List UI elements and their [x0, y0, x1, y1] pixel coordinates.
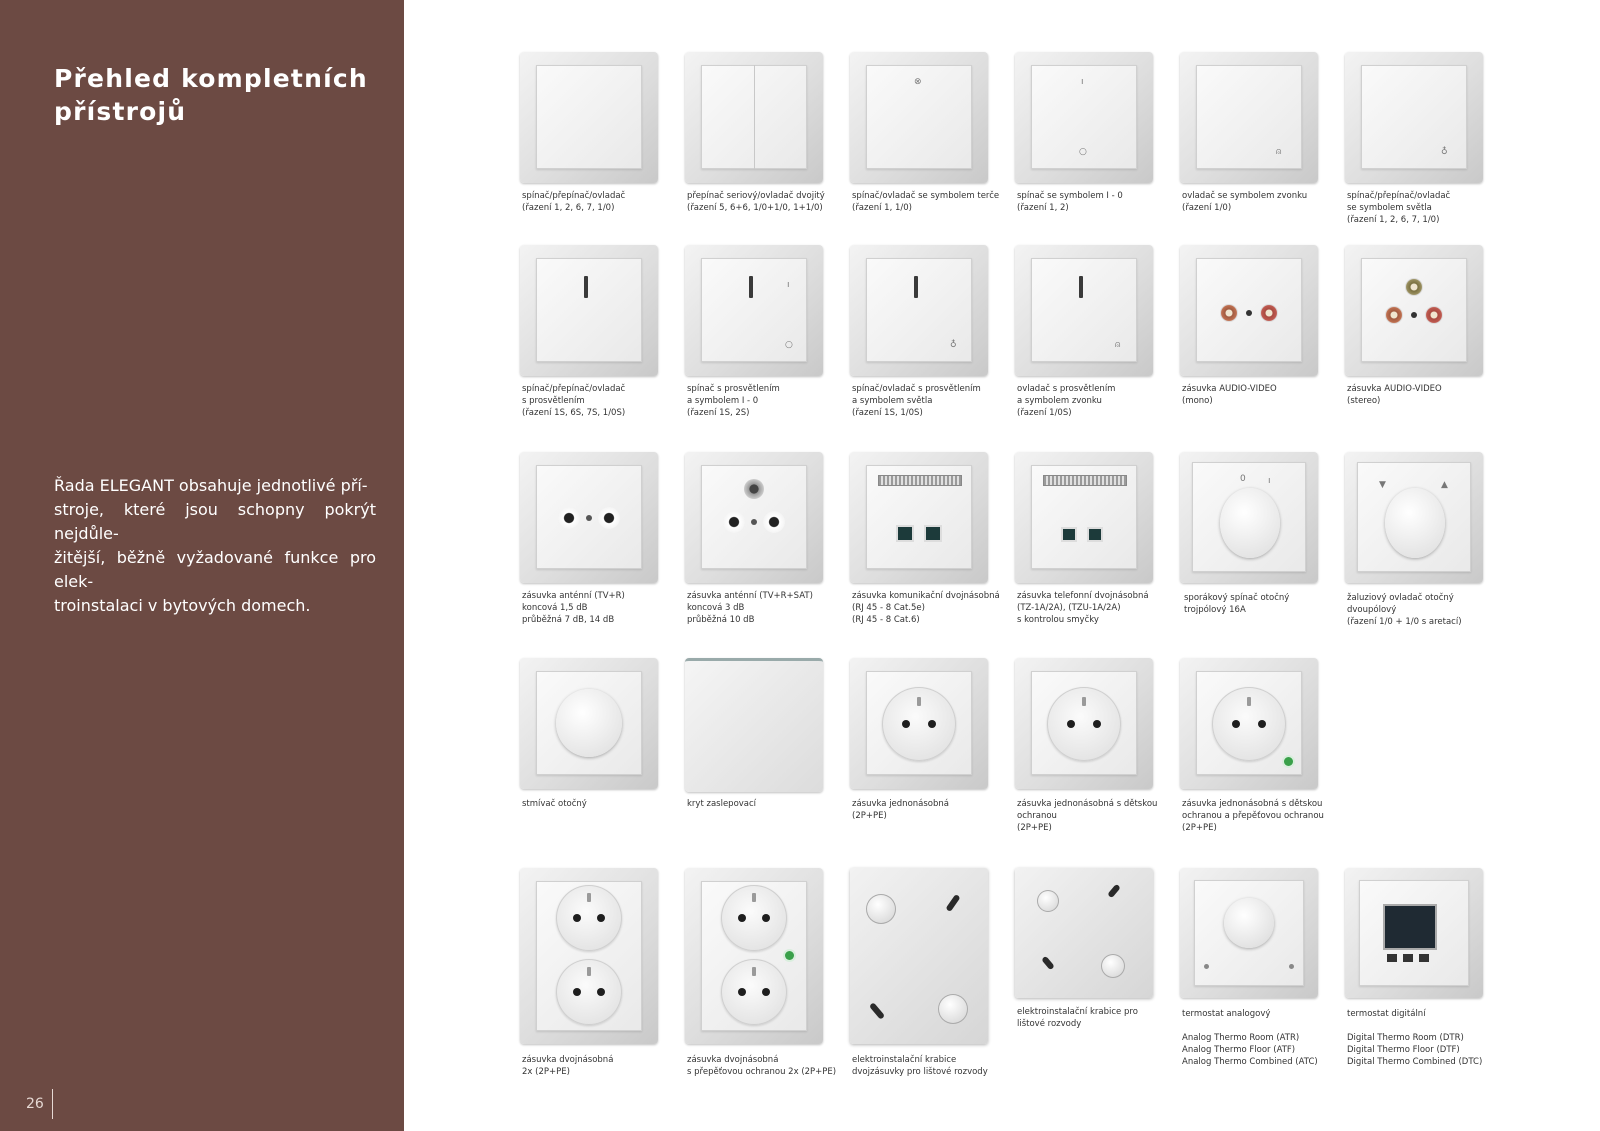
caption-line: dvojzásuvky pro lištové rozvody — [852, 1067, 988, 1077]
caption-line: s přepěťovou ochranou 2x (2P+PE) — [687, 1067, 837, 1077]
coax-socket-icon — [558, 507, 580, 529]
caption-line: (2P+PE) — [1017, 823, 1052, 833]
product-image — [685, 452, 823, 583]
socket-hole-icon — [762, 988, 770, 996]
caption-line: žaluziový ovladač otočný — [1347, 593, 1454, 603]
indicator-window — [749, 276, 753, 298]
rotary-knob — [1385, 488, 1445, 558]
rca-jack-icon — [1425, 306, 1443, 324]
light-bulb-icon: ♁ — [1441, 147, 1448, 157]
caption-line: zásuvka AUDIO-VIDEO — [1347, 384, 1442, 394]
indicator-window — [1079, 276, 1083, 298]
socket-hole-icon — [738, 988, 746, 996]
thermostat-button — [1387, 954, 1397, 962]
rotary-knob — [556, 689, 622, 757]
product-caption — [687, 190, 839, 214]
caption-line: spínač/ovladač se symbolem terče — [852, 191, 1000, 201]
caption-line: spínač se symbolem I - 0 — [1017, 191, 1123, 201]
caption-line: (TZ-1A/2A), (TZU-1A/2A) — [1017, 603, 1121, 613]
one-mark-icon: ı — [1268, 476, 1271, 486]
product-caption — [687, 798, 839, 810]
caption-line: zásuvka dvojnásobná — [687, 1055, 779, 1065]
earth-pin-icon — [752, 893, 756, 902]
socket-hole-icon — [597, 988, 605, 996]
caption-line: (RJ 45 - 8 Cat.6) — [852, 615, 920, 625]
product-caption — [1017, 190, 1169, 214]
intro-line-1: Řada ELEGANT obsahuje jednotlivé pří- — [54, 476, 368, 495]
socket-well — [721, 959, 787, 1025]
caption-line: přepínač seriový/ovladač dvojitý — [687, 191, 825, 201]
caption-line: zásuvka AUDIO-VIDEO — [1182, 384, 1277, 394]
caption-line: zásuvka jednonásobná s dětskou — [1182, 799, 1323, 809]
page-number-divider — [52, 1089, 53, 1119]
caption-line: (řazení 1, 2, 6, 7, 1/0) — [1347, 215, 1440, 225]
socket-well — [1047, 687, 1121, 761]
caption-line: Digital Thermo Room (DTR) — [1347, 1033, 1464, 1043]
indicator-dot-icon — [751, 519, 757, 525]
screw-icon — [938, 994, 968, 1024]
surge-indicator-icon — [785, 951, 794, 960]
product-image — [1015, 452, 1153, 583]
knockout-icon — [1101, 954, 1125, 978]
caption-line: (mono) — [1182, 396, 1213, 406]
product-caption — [852, 1054, 1004, 1078]
product-image — [1180, 868, 1318, 998]
caption-line: zásuvka jednonásobná s dětskou — [1017, 799, 1158, 809]
caption-line: termostat analogový — [1182, 1009, 1271, 1019]
surge-indicator-icon — [1284, 757, 1293, 766]
earth-pin-icon — [587, 893, 591, 902]
product-caption — [1347, 592, 1499, 628]
caption-line: spínač/přepínač/ovladač — [522, 384, 626, 394]
bell-icon: ⍝ — [1115, 340, 1121, 350]
light-bulb-icon: ♁ — [950, 340, 957, 350]
rj11-port-icon — [1061, 527, 1077, 542]
thermostat-button — [1403, 954, 1413, 962]
earth-pin-icon — [1082, 697, 1086, 706]
product-caption — [1017, 383, 1169, 419]
product-image — [1015, 868, 1153, 998]
caption-line: (řazení 1, 2, 6, 7, 1/0) — [522, 203, 615, 213]
indicator-window — [914, 276, 918, 298]
page-title-line-2: přístrojů — [54, 97, 187, 126]
coax-socket-icon — [598, 507, 620, 529]
rotary-knob — [1220, 488, 1280, 558]
caption-line: zásuvka jednonásobná — [852, 799, 949, 809]
mounting-slot-icon — [869, 1002, 885, 1020]
caption-line: ovladač s prosvětlením — [1017, 384, 1116, 394]
rca-jack-icon — [1220, 304, 1238, 322]
caption-line: elektroinstalační krabice — [852, 1055, 957, 1065]
earth-pin-icon — [1247, 697, 1251, 706]
product-image — [685, 52, 823, 183]
rca-jack-icon — [1405, 278, 1423, 296]
product-image — [1180, 452, 1318, 583]
product-image — [520, 868, 658, 1044]
caption-spacer — [1347, 1020, 1499, 1032]
socket-well — [556, 885, 622, 951]
caption-line: a symbolem I - 0 — [687, 396, 759, 406]
socket-hole-icon — [902, 720, 910, 728]
intro-text — [54, 474, 376, 618]
product-image — [850, 52, 988, 183]
caption-line: Analog Thermo Room (ATR) — [1182, 1033, 1300, 1043]
sidebar — [0, 0, 404, 1131]
rca-jack-icon — [1260, 304, 1278, 322]
caption-line: zásuvka dvojnásobná — [522, 1055, 614, 1065]
product-image — [850, 658, 988, 789]
indicator-window — [584, 276, 588, 298]
page-title-line-1: Přehled kompletních — [54, 64, 368, 93]
caption-line: (2P+PE) — [1182, 823, 1217, 833]
socket-hole-icon — [762, 914, 770, 922]
caption-line: spínač s prosvětlením — [687, 384, 780, 394]
product-image — [1180, 658, 1318, 789]
product-image — [520, 52, 658, 183]
caption-line: ochranou — [1017, 811, 1057, 821]
product-caption — [852, 383, 1004, 419]
earth-pin-icon — [752, 967, 756, 976]
product-caption — [1017, 1006, 1169, 1030]
caption-line: lištové rozvody — [1017, 1019, 1082, 1029]
i-symbol-icon: ı — [1081, 77, 1084, 87]
i-symbol-icon: ı — [787, 280, 790, 290]
socket-hole-icon — [928, 720, 936, 728]
product-caption — [1347, 190, 1499, 226]
socket-hole-icon — [738, 914, 746, 922]
product-caption — [1182, 383, 1334, 407]
caption-line: Digital Thermo Floor (DTF) — [1347, 1045, 1460, 1055]
product-caption — [687, 1054, 839, 1078]
page-number: 26 — [26, 1096, 44, 1112]
socket-well — [556, 959, 622, 1025]
product-caption — [852, 190, 1004, 214]
product-image — [1345, 868, 1483, 998]
indicator-dot-icon — [1246, 310, 1252, 316]
socket-well — [882, 687, 956, 761]
caption-line: trojpólový 16A — [1184, 605, 1246, 615]
sat-connector-icon — [744, 479, 764, 499]
intro-line-2: stroje, které jsou schopny pokrýt nejdůle- — [54, 500, 376, 543]
product-image — [1345, 245, 1483, 376]
caption-line: (řazení 1S, 2S) — [687, 408, 750, 418]
caption-line: (řazení 1S, 6S, 7S, 1/0S) — [522, 408, 626, 418]
installation-box — [1015, 868, 1153, 998]
caption-line: (řazení 1, 2) — [1017, 203, 1069, 213]
product-image — [850, 868, 988, 1044]
product-caption — [852, 590, 1004, 626]
product-caption — [1347, 383, 1499, 407]
indicator-dot-icon — [1411, 312, 1417, 318]
caption-line: spínač/přepínač/ovladač — [1347, 191, 1451, 201]
caption-line: stmívač otočný — [522, 799, 587, 809]
product-image — [850, 245, 988, 376]
product-image — [1015, 658, 1153, 789]
product-caption — [1182, 1008, 1334, 1068]
mounting-slot-icon — [945, 894, 960, 912]
product-image — [685, 868, 823, 1044]
caption-spacer — [1182, 1020, 1334, 1032]
socket-hole-icon — [1093, 720, 1101, 728]
rj45-port-icon — [924, 525, 942, 542]
product-image — [520, 452, 658, 583]
product-image — [685, 245, 823, 376]
page-title — [54, 62, 374, 128]
product-caption — [687, 590, 839, 626]
caption-line: (stereo) — [1347, 396, 1381, 406]
o-symbol-icon: ○ — [785, 340, 793, 350]
socket-hole-icon — [1067, 720, 1075, 728]
knockout-icon — [1037, 890, 1059, 912]
product-image — [1015, 245, 1153, 376]
installation-box — [850, 868, 988, 1044]
mounting-slot-icon — [1041, 956, 1055, 971]
caption-line: ovladač se symbolem zvonku — [1182, 191, 1308, 201]
product-caption — [1184, 592, 1336, 616]
product-caption — [1347, 1008, 1499, 1068]
product-image — [850, 452, 988, 583]
indicator-dot-icon — [586, 515, 592, 521]
socket-hole-icon — [573, 988, 581, 996]
caption-line: zásuvka telefonní dvojnásobná — [1017, 591, 1149, 601]
thermostat-dial — [1224, 898, 1274, 948]
caption-line: dvoupólový — [1347, 605, 1397, 615]
caption-line: (RJ 45 - 8 Cat.5e) — [852, 603, 925, 613]
caption-line: (řazení 1, 1/0) — [852, 203, 912, 213]
caption-line: (řazení 1/0) — [1182, 203, 1232, 213]
intro-line-4: troinstalaci v bytových domech. — [54, 596, 311, 615]
socket-hole-icon — [1232, 720, 1240, 728]
caption-line: sporákový spínač otočný — [1184, 593, 1290, 603]
product-caption — [687, 383, 839, 419]
caption-line: (řazení 1S, 1/0S) — [852, 408, 923, 418]
label-holder — [1043, 475, 1127, 486]
caption-line: (řazení 5, 6+6, 1/0+1/0, 1+1/0) — [687, 203, 823, 213]
bell-icon: ⍝ — [1276, 147, 1282, 157]
product-image — [1180, 52, 1318, 183]
product-caption — [522, 798, 674, 810]
caption-line: a symbolem světla — [852, 396, 933, 406]
status-led-icon — [1289, 964, 1294, 969]
zero-mark-icon: 0 — [1240, 474, 1246, 484]
target-symbol-icon: ⊗ — [914, 77, 922, 87]
lcd-display — [1383, 904, 1437, 950]
product-caption — [1182, 798, 1334, 834]
caption-line: (řazení 1/0S) — [1017, 408, 1072, 418]
caption-line: a symbolem zvonku — [1017, 396, 1102, 406]
coax-socket-icon — [723, 511, 745, 533]
socket-hole-icon — [1258, 720, 1266, 728]
arrow-up-icon: ▲ — [1441, 480, 1448, 490]
product-caption — [522, 190, 674, 214]
product-image — [520, 658, 658, 789]
caption-line: termostat digitální — [1347, 1009, 1426, 1019]
caption-line: Analog Thermo Combined (ATC) — [1182, 1057, 1318, 1067]
caption-line: (řazení 1/0 + 1/0 s aretací) — [1347, 617, 1462, 627]
earth-pin-icon — [587, 967, 591, 976]
caption-line: 2x (2P+PE) — [522, 1067, 570, 1077]
caption-line: zásuvka anténní (TV+R+SAT) — [687, 591, 813, 601]
socket-well — [1212, 687, 1286, 761]
caption-line: elektroinstalační krabice pro — [1017, 1007, 1138, 1017]
caption-line: spínač/přepínač/ovladač — [522, 191, 626, 201]
caption-line: kryt zaslepovací — [687, 799, 757, 809]
caption-line: se symbolem světla — [1347, 203, 1432, 213]
caption-line: (2P+PE) — [852, 811, 887, 821]
caption-line: s prosvětlením — [522, 396, 585, 406]
thermostat-button — [1419, 954, 1429, 962]
socket-hole-icon — [573, 914, 581, 922]
socket-well — [721, 885, 787, 951]
caption-line: Digital Thermo Combined (DTC) — [1347, 1057, 1483, 1067]
caption-line: zásuvka anténní (TV+R) — [522, 591, 625, 601]
caption-line: s kontrolou smyčky — [1017, 615, 1099, 625]
caption-line: Analog Thermo Floor (ATF) — [1182, 1045, 1296, 1055]
caption-line: zásuvka komunikační dvojnásobná — [852, 591, 1000, 601]
screw-icon — [866, 894, 896, 924]
product-image — [685, 658, 823, 789]
product-image — [1015, 52, 1153, 183]
product-caption — [1017, 590, 1169, 626]
product-caption — [522, 1054, 674, 1078]
rca-jack-icon — [1385, 306, 1403, 324]
caption-line: koncová 1,5 dB — [522, 603, 588, 613]
o-symbol-icon: ○ — [1079, 147, 1087, 157]
caption-line: koncová 3 dB — [687, 603, 745, 613]
product-caption — [522, 590, 674, 626]
product-caption — [852, 798, 1004, 822]
rj11-port-icon — [1087, 527, 1103, 542]
socket-hole-icon — [597, 914, 605, 922]
product-caption — [522, 383, 674, 419]
caption-line: ochranou a přepěťovou ochranou — [1182, 811, 1324, 821]
caption-line: spínač/ovladač s prosvětlením — [852, 384, 981, 394]
product-image — [520, 245, 658, 376]
arrow-down-icon: ▼ — [1379, 480, 1386, 490]
status-led-icon — [1204, 964, 1209, 969]
rj45-port-icon — [896, 525, 914, 542]
caption-line: průběžná 7 dB, 14 dB — [522, 615, 615, 625]
product-image — [1345, 52, 1483, 183]
mounting-slot-icon — [1107, 884, 1121, 899]
product-image — [1345, 452, 1483, 583]
product-caption — [1182, 190, 1334, 214]
earth-pin-icon — [917, 697, 921, 706]
intro-line-3: žitější, běžně vyžadované funkce pro elek- — [54, 548, 376, 591]
product-image — [1180, 245, 1318, 376]
coax-socket-icon — [763, 511, 785, 533]
label-holder — [878, 475, 962, 486]
caption-line: průběžná 10 dB — [687, 615, 755, 625]
product-caption — [1017, 798, 1169, 834]
